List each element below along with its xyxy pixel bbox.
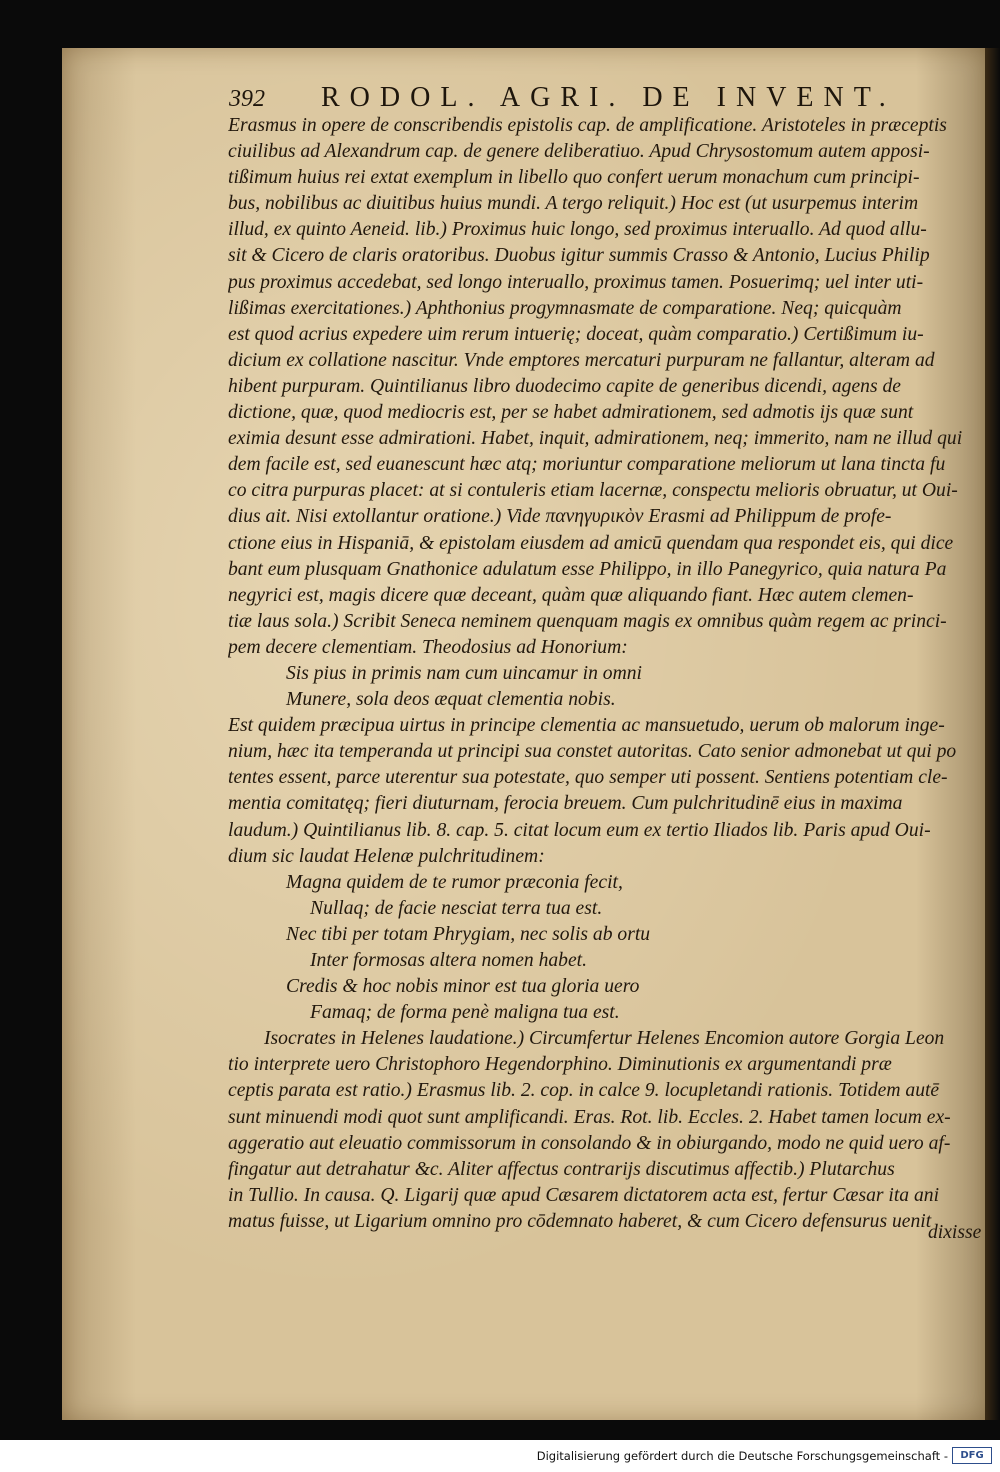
text-line: illud, ex quinto Aeneid. lib.) Proximus huic longo, sed proximus interuallo. Ad quod allu-	[228, 219, 927, 241]
text-line: ciuilibus ad Alexandrum cap. de genere deliberatiuo. Apud Chrysostomum autem apposi-	[228, 141, 930, 163]
dfg-logo: DFG	[952, 1447, 992, 1464]
text-line: pem decere clementiam. Theodosius ad Honorium:	[228, 636, 628, 658]
text-line: in Tullio. In causa. Q. Ligarij quæ apud Cæsarem dictatorem acta est, fertur Cæsar ita ani	[228, 1184, 940, 1206]
text-line: matus fuisse, ut Ligarium omnino pro cōdemnato haberet, & cum Cicero defensurus uenit	[228, 1210, 932, 1232]
funding-notice: Digitalisierung gefördert durch die Deutsche Forschungsgemeinschaft -	[536, 1449, 948, 1463]
verse-line: Munere, sola deos æquat clementia nobis.	[286, 689, 616, 711]
text-line: dem facile est, sed euanescunt hæc atq; moriuntur comparatione meliorum ut lana tincta fu	[228, 454, 946, 476]
verse-line: Nullaq; de facie nesciat terra tua est.	[310, 897, 603, 919]
text-line: tiæ laus sola.) Scribit Seneca neminem quenquam magis ex omnibus quàm regem ac princi-	[228, 610, 947, 632]
text-line: bant eum plusquam Gnathonice adulatum esse Philippo, in illo Panegyrico, quia natura Pa	[228, 558, 947, 580]
text-line: dium sic laudat Helenæ pulchritudinem:	[228, 845, 545, 867]
verse-line: Nec tibi per totam Phrygiam, nec solis ab ortu	[286, 923, 651, 945]
text-line: bus, nobilibus ac diuitibus huius mundi. A tergo reliquit.) Hoc est (ut usurpemus interim	[228, 193, 919, 215]
verse-line: Sis pius in primis nam cum uincamur in omni	[286, 662, 642, 684]
text-line: aggeratio aut eleuatio commissorum in consolando & in obiurgando, modo ne quid uero af-	[228, 1132, 951, 1154]
text-line: tentes essent, parce uterentur sua potestate, quo semper uti possent. Sentiens potentiam cle-	[228, 767, 948, 789]
body-text	[228, 113, 988, 1235]
text-line: dicium ex collatione nascitur. Vnde emptores mercaturi purpuram ne fallantur, alteram ad	[228, 349, 935, 371]
text-line: ctione eius in Hispaniā, & epistolam eiusdem ad amicū quendam qua respondet eis, qui dice	[228, 532, 954, 554]
text-line: est quod acrius expedere uim rerum intuerię; doceat, quàm comparatio.) Certißimum iu-	[228, 323, 924, 345]
catchword: dixisse	[928, 1222, 982, 1243]
text-line: lißimas exercitationes.) Aphthonius progymnasmate de comparatione. Neq; quicquàm	[228, 297, 902, 319]
verse-line: Inter formosas altera nomen habet.	[310, 950, 588, 971]
text-line: Est quidem præcipua uirtus in principe clementia ac mansuetudo, uerum ob malorum inge-	[228, 715, 945, 737]
text-line: eximia desunt esse admirationi. Habet, inquit, admirationem, neq; immerito, nam ne illud qui	[228, 428, 963, 450]
text-line: co citra purpuras placet: at si contuleris etiam lacernæ, conspectu melioris obruatur, ut Oui-	[228, 480, 958, 502]
text-line: tißimum huius rei extat exemplum in libello quo confert uerum monachum cum principi-	[228, 167, 920, 189]
text-line: tio interprete uero Christophoro Hegendorphino. Diminutionis ex argumentandi præ	[228, 1054, 892, 1076]
text-line: pus proximus accedebat, sed longo interuallo, proximus tamen. Posuerimq; uel inter uti-	[228, 271, 924, 293]
page-number: 392	[229, 86, 265, 112]
verse-line: Famaq; de forma penè maligna tua est.	[310, 1002, 620, 1024]
text-line: laudum.) Quintilianus lib. 8. cap. 5. citat locum eum ex tertio Iliados lib. Paris apud Oui-	[228, 819, 931, 841]
running-head: RODOL. AGRI. DE INVENT.	[321, 82, 896, 113]
text-line: mentia comitatęq; fieri diuturnam, ferocia breuem. Cum pulchritudinē eius in maxima	[228, 793, 903, 815]
text-line: dius ait. Nisi extollantur oratione.) Vide πανηγυρικὸν Erasmi ad Philippum de profe-	[228, 506, 892, 528]
text-line: hibent purpuram. Quintilianus libro duodecimo capite de generibus dicendi, agens de	[228, 375, 901, 397]
verse-line: Credis & hoc nobis minor est tua gloria uero	[286, 976, 640, 998]
footer-bar	[0, 1440, 1000, 1472]
text-line: fingatur aut detrahatur &c. Aliter affectus contrarijs discutimus affectib.) Plutarchus	[228, 1158, 895, 1180]
text-line: sunt minuendi modi quot sunt amplificandi. Eras. Rot. lib. Eccles. 2. Habet tamen locum ex-	[228, 1106, 951, 1128]
text-line: nium, hæc ita temperanda ut principi sua constet autoritas. Cato senior admonebat ut qui po	[228, 741, 957, 763]
text-line: Erasmus in opere de conscribendis epistolis cap. de amplificatione. Aristoteles in præceptis	[228, 115, 947, 136]
text-line: Isocrates in Helenes laudatione.) Circumfertur Helenes Encomion autore Gorgia Leon	[264, 1028, 945, 1050]
text-line: negyrici est, magis dicere quæ deceant, quàm quæ aliquando fiant. Hæc autem clemen-	[228, 584, 914, 606]
text-line: sit & Cicero de claris oratoribus. Duobus igitur summis Crasso & Antonio, Lucius Philip	[228, 245, 930, 267]
verse-line: Magna quidem de te rumor præconia fecit,	[286, 871, 623, 893]
text-line: dictione, quæ, quod mediocris est, per se habet admirationem, sed admotis ijs quæ sunt	[228, 402, 914, 424]
text-line: ceptis parata est ratio.) Erasmus lib. 2. cop. in calce 9. locupletandi rationis. Totidem autē	[228, 1080, 940, 1102]
